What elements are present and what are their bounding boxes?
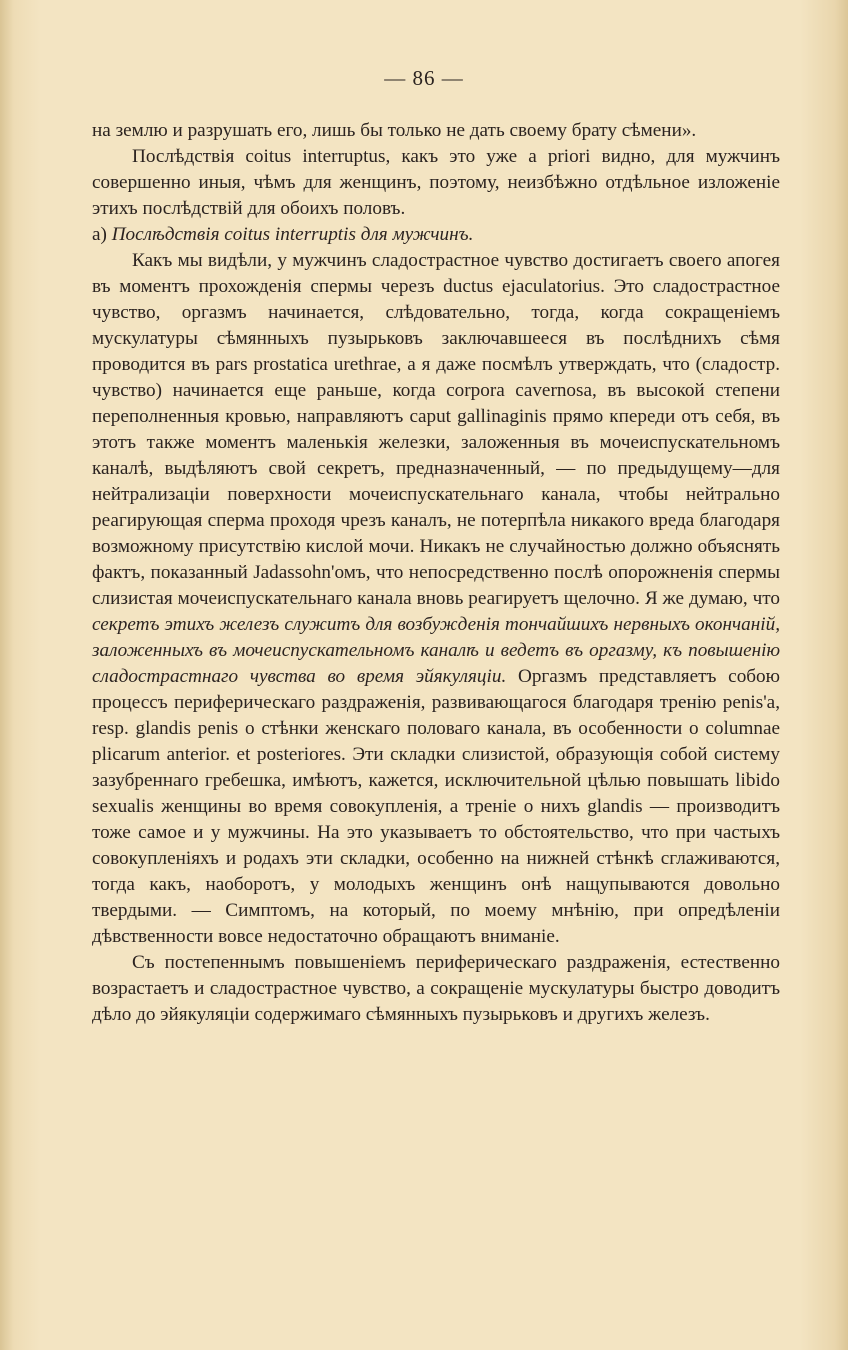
paragraph-consequences: Послѣдствія coitus interruptus, какъ это уже a priori видно, для мужчинъ совершенно иныя, чѣмъ для женщинъ, поэтому, неизбѣжно отдѣльное изложеніе этихъ послѣдствій для обоихъ половъ. [92,146,780,219]
paragraph-continuation: на землю и разрушать его, лишь бы только не дать своему брату сѣмени». [92,120,697,141]
page-number: — 86 — [384,66,464,90]
body-text [92,118,780,1028]
section-heading [92,222,780,248]
paragraph-final: Съ постепеннымъ повышеніемъ периферическаго раздраженія, естественно возрастаетъ и сладострастное чувство, а сокращеніе мускулатуры быстро доводитъ дѣло до эйякуляціи содержимаго сѣмянныхъ пузырьковъ и другихъ железъ. [92,952,780,1025]
paragraph-orgasm-emphasis: секретъ этихъ железъ служитъ для возбужденія тончайшихъ нервныхъ окончаній, заложенныхъ въ мочеиспускательномъ каналѣ и ведетъ въ оргазму, къ повышенію сладострастнаго чувства во время эйякуляціи. [92,614,780,687]
paragraph-orgasm [92,248,780,950]
paragraph-orgasm-rest: Оргазмъ представляетъ собою процессъ периферическаго раздраженія, развивающагося благодаря тренію penis'а, resp. glandis penis о стѣнки женскаго половаго канала, въ особенности о columnae plicarum anterior. et posteriores. Эти складки слизистой, образующія собой систему зазубреннаго гребешка, имѣютъ, кажется, исключительной цѣлью повышать libido sexualis женщины во время совокупленія, а треніе о нихъ glandis — производитъ тоже самое и у мужчины. На это указываетъ то обстоятельство, что при частыхъ совокупленіяхъ и родахъ эти складки, особенно на нижней стѣнкѣ сглаживаются, тогда какъ, наоборотъ, у молодыхъ женщинъ онѣ нащупываются довольно твердыми. — Симптомъ, на который, по моему мнѣнію, при опредѣленіи дѣвственности вовсе недостаточно обращаютъ вниманіе. [92,666,780,947]
section-heading-letter: а) [92,224,107,245]
section-heading-text: Послѣдствія coitus interruptis для мужчинъ. [111,224,474,245]
paragraph-orgasm-start: Какъ мы видѣли, у мужчинъ сладострастное чувство достигаетъ своего апогея въ моментъ прохожденія спермы черезъ ductus ejaculatorius. Это сладострастное чувство, оргазмъ начинается, слѣдовательно, тогда, когда сокращеніемъ мускулатуры сѣмянныхъ пузырьковъ заключавшееся въ послѣднихъ сѣмя проводится въ pars prostatica urethrae, а я даже посмѣлъ утверждать, что (сладостр. чувство) начинается еще раньше, когда corpora cavernosa, въ высокой степени переполненныя кровью, направляютъ caput gallinaginis прямо кпереди отъ себя, въ этотъ также моментъ маленькія железки, заложенныя въ мочеиспускательномъ каналѣ, выдѣляютъ свой секретъ, предназначенный, — по предыдущему—для нейтрализаціи поверхности мочеиспускательнаго канала, чтобы нейтрально реагирующая сперма проходя чрезъ каналъ, не потерпѣла никакого вреда благодаря возможному присутствію кислой мочи. Никакъ не случайностью должно объяснять фактъ, показанный Jadassohn'омъ, что непосредственно послѣ опорожненія спермы слизистая мочеиспускательнаго канала вновь реагируетъ щелочно. Я же думаю, что [92,250,780,609]
